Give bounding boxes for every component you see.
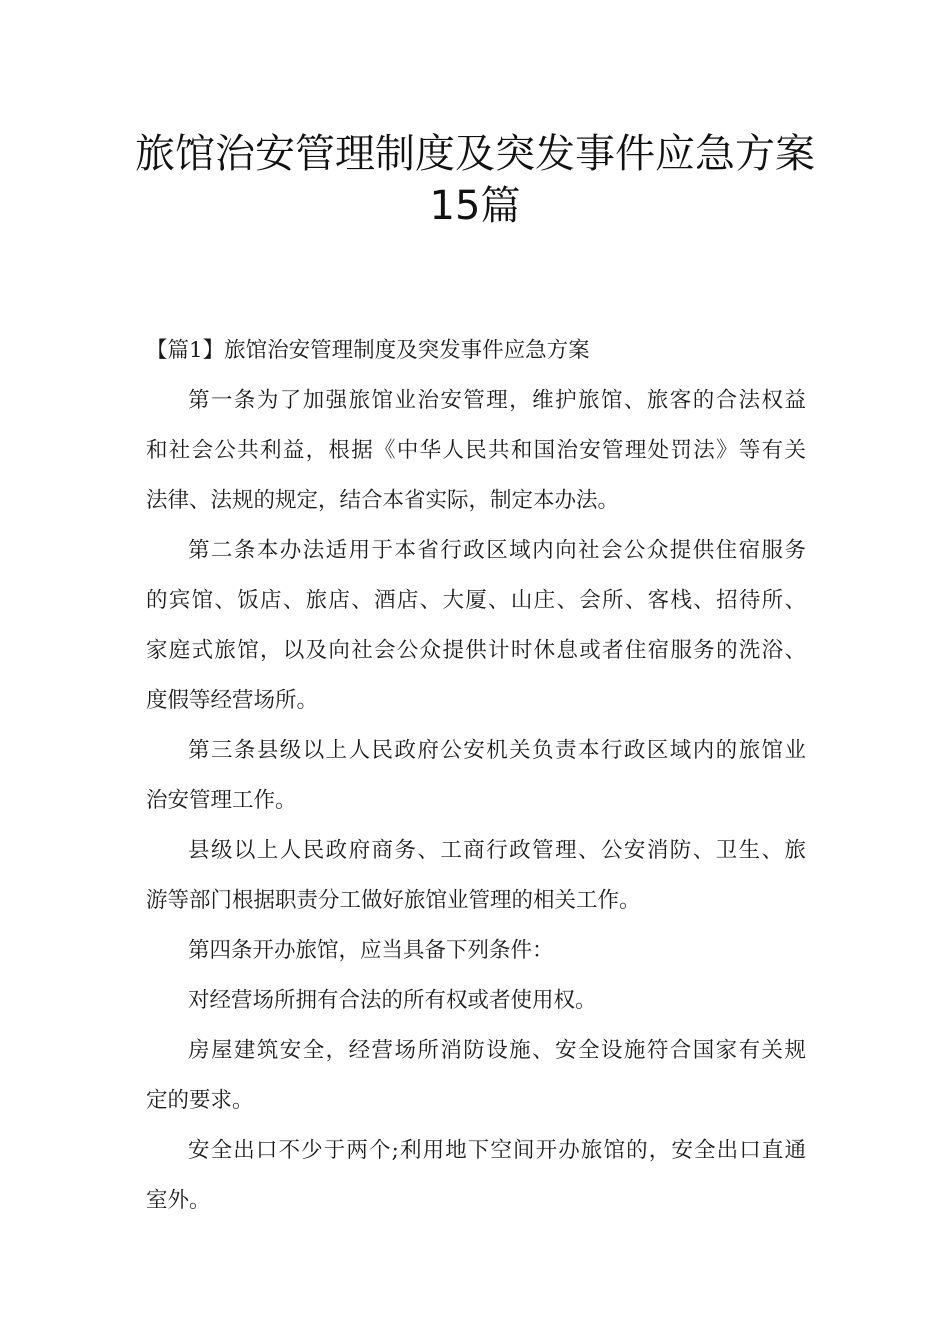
paragraph-line: 室外。 <box>146 1188 211 1213</box>
paragraph-line: 游等部门根据职责分工做好旅馆业管理的相关工作。 <box>146 888 641 913</box>
document-title-line-1: 旅馆治安管理制度及突发事件应急方案 <box>135 131 815 177</box>
paragraph-line: 治安管理工作。 <box>146 788 297 813</box>
section-heading: 【篇1】旅馆治安管理制度及突发事件应急方案 <box>146 338 590 363</box>
paragraph-line: 法律、法规的规定，结合本省实际，制定本办法。 <box>146 488 620 513</box>
paragraph-line: 度假等经营场所。 <box>146 688 319 713</box>
paragraph-line: 的宾馆、饭店、旅店、酒店、大厦、山庄、会所、客栈、招待所、 <box>146 588 806 613</box>
paragraph-line: 第二条本办法适用于本省行政区域内向社会公众提供住宿服务 <box>188 538 806 563</box>
paragraph-line: 第一条为了加强旅馆业治安管理，维护旅馆、旅客的合法权益 <box>188 388 806 413</box>
document-title-line-2: 15篇 <box>429 183 521 229</box>
paragraph-line: 和社会公共利益，根据《中华人民共和国治安管理处罚法》等有关 <box>146 438 806 463</box>
paragraph-line: 对经营场所拥有合法的所有权或者使用权。 <box>188 988 597 1013</box>
paragraph-line: 县级以上人民政府商务、工商行政管理、公安消防、卫生、旅 <box>188 838 806 863</box>
paragraph-line: 第四条开办旅馆，应当具备下列条件： <box>188 938 554 963</box>
paragraph-line: 安全出口不少于两个;利用地下空间开办旅馆的，安全出口直通 <box>188 1138 806 1163</box>
paragraph-line: 第三条县级以上人民政府公安机关负责本行政区域内的旅馆业 <box>188 738 806 763</box>
paragraph-line: 房屋建筑安全，经营场所消防设施、安全设施符合国家有关规 <box>188 1038 806 1063</box>
paragraph-line: 家庭式旅馆，以及向社会公众提供计时休息或者住宿服务的洗浴、 <box>146 638 806 663</box>
paragraph-line: 定的要求。 <box>146 1088 254 1113</box>
